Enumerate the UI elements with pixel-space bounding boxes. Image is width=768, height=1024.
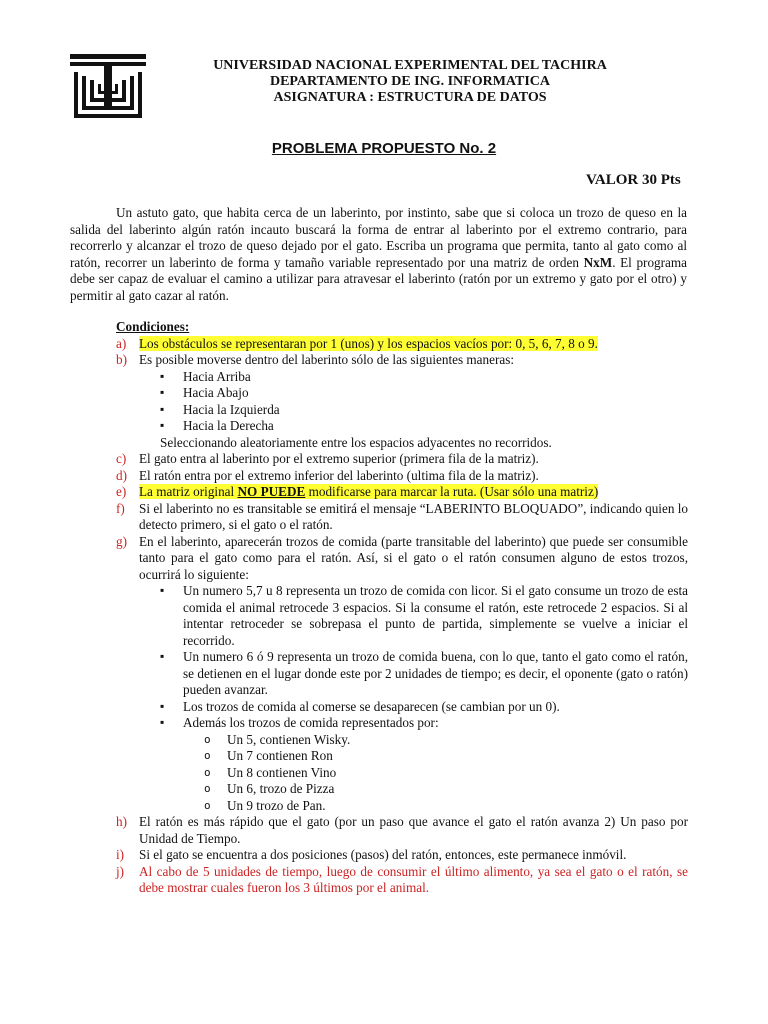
condition-letter: j) [116, 863, 125, 879]
problem-value: VALOR 30 Pts [586, 172, 681, 188]
condition-j [116, 864, 688, 897]
food-rules-list [116, 583, 688, 732]
condition-text: El ratón es más rápido que el gato (por un paso que avance el gato el ratón avanza 2) Un paso por Unidad de Tiempo. [139, 814, 688, 846]
list-item: o Un 7 contienen Ron [204, 748, 688, 765]
list-item: o Un 5, contienen Wisky. [204, 732, 688, 749]
condition-letter: e) [116, 484, 127, 499]
condition-h [116, 814, 688, 847]
list-item: ▪ Hacia la Izquierda [160, 402, 688, 419]
condition-i [116, 847, 688, 864]
condition-text: Si el gato se encuentra a dos posiciones (pasos) del ratón, entonces, este permanece inmóvil. [139, 847, 627, 862]
condition-letter: d) [116, 467, 127, 483]
condition-c [116, 451, 688, 468]
list-item: o Un 6, trozo de Pizza [204, 781, 688, 798]
conditions-title: Condiciones: [116, 319, 190, 334]
intro-text: Un astuto gato, que habita cerca de un laberinto, por instinto, sabe que si coloca un trozo de queso en la salida del laberinto algún ratón incauto buscará la forma de entrar al laberinto por el extremo contrario, para recorrerlo y alcanzar el trozo de queso dejado por el gato. Escriba un programa que permita, tanto al gato como al ratón, recorrer un laberinto de forma y tamaño variable representado por una matriz de orden [70, 205, 687, 270]
condition-letter: a) [116, 335, 127, 351]
condition-e [116, 484, 688, 501]
condition-text: El ratón entra por el extremo inferior del laberinto (ultima fila de la matriz). [139, 467, 539, 483]
list-item: ▪ Además los trozos de comida representados por: [160, 715, 688, 732]
condition-text-post: modificarse para marcar la ruta. (Usar sólo una matriz) [305, 484, 599, 499]
list-item: o Un 8 contienen Vino [204, 765, 688, 782]
condition-letter: g) [116, 533, 127, 549]
intro-matrix-order: NxM [583, 254, 613, 270]
condition-letter: c) [116, 451, 127, 466]
university-logo [70, 54, 146, 120]
problem-title: PROBLEMA PROPUESTO No. 2 [271, 140, 497, 157]
intro-paragraph [70, 205, 687, 304]
condition-text-pre: La matriz original [139, 484, 238, 499]
condition-text: El gato entra al laberinto por el extremo superior (primera fila de la matriz). [139, 451, 539, 466]
food-types-list [116, 732, 688, 815]
condition-f [116, 501, 688, 534]
condition-a [116, 336, 688, 353]
list-item: ▪ Los trozos de comida al comerse se desaparecen (se cambian por un 0). [160, 699, 688, 716]
conditions-section [116, 319, 688, 897]
list-item: ▪ Hacia Abajo [160, 385, 688, 402]
intro-text-2: . El programa debe ser capaz de evaluar el camino a utilizar para atravesar el laberinto (ratón por un extremo y gato por el otro) y permitir al gato cazar al ratón. [70, 254, 687, 303]
condition-letter: i) [116, 847, 125, 862]
header-department: DEPARTAMENTO DE ING. INFORMATICA [269, 74, 551, 89]
condition-d [116, 468, 688, 485]
condition-letter: h) [116, 814, 127, 829]
condition-text: Es posible moverse dentro del laberinto sólo de las siguientes maneras: [139, 352, 515, 367]
list-item: ▪ Un numero 5,7 u 8 representa un trozo de comida con licor. Si el gato consume un trozo de esta comida el animal retrocede 3 espacios. Si la consume el ratón, este retrocede 2 espacios. Si al intentar retroceder se sobrepasa el punto de partida, simplemente se vuelve a iniciar el recorrido. [160, 583, 688, 649]
header-university: UNIVERSIDAD NACIONAL EXPERIMENTAL DEL TACHIRA [213, 58, 607, 73]
condition-text: Si el laberinto no es transitable se emitirá el mensaje “LABERINTO BLOQUADO”, indicando quien lo detecto primero, si el gato o el ratón. [139, 500, 688, 532]
condition-text [139, 484, 598, 499]
condition-text: Al cabo de 5 unidades de tiempo, luego de consumir el último alimento, ya sea el gato o el ratón, se debe mostrar cuales fueron los 3 últimos por el animal. [139, 863, 688, 895]
condition-g [116, 534, 688, 584]
list-item: o Un 9 trozo de Pan. [204, 798, 688, 815]
list-item: ▪ Hacia Arriba [160, 369, 688, 386]
condition-text-emphasis: NO PUEDE [237, 484, 306, 499]
condition-text: En el laberinto, aparecerán trozos de comida (parte transitable del laberinto) que puede ser consumible tanto para el gato como para el ratón. Así, si el gato o el ratón consumen alguno de estos trozos, ocurrirá lo siguiente: [139, 533, 688, 582]
condition-letter: b) [116, 352, 127, 367]
moves-note: Seleccionando aleatoriamente entre los espacios adyacentes no recorridos. [160, 434, 552, 450]
moves-list [116, 369, 688, 435]
condition-text: Los obstáculos se representaran por 1 (unos) y los espacios vacíos por: 0, 5, 6, 7, 8 o 9. [139, 335, 598, 351]
condition-b [116, 352, 688, 369]
list-item: ▪ Un numero 6 ó 9 representa un trozo de comida buena, con lo que, tanto el gato como el ratón, se detienen en el lugar donde este por 2 unidades de tiempo; es decir, el oponente (gato o ratón) pueden avanzar. [160, 649, 688, 699]
header-subject: ASIGNATURA : ESTRUCTURA DE DATOS [273, 90, 547, 105]
condition-letter: f) [116, 500, 125, 516]
list-item: ▪ Hacia la Derecha [160, 418, 688, 435]
